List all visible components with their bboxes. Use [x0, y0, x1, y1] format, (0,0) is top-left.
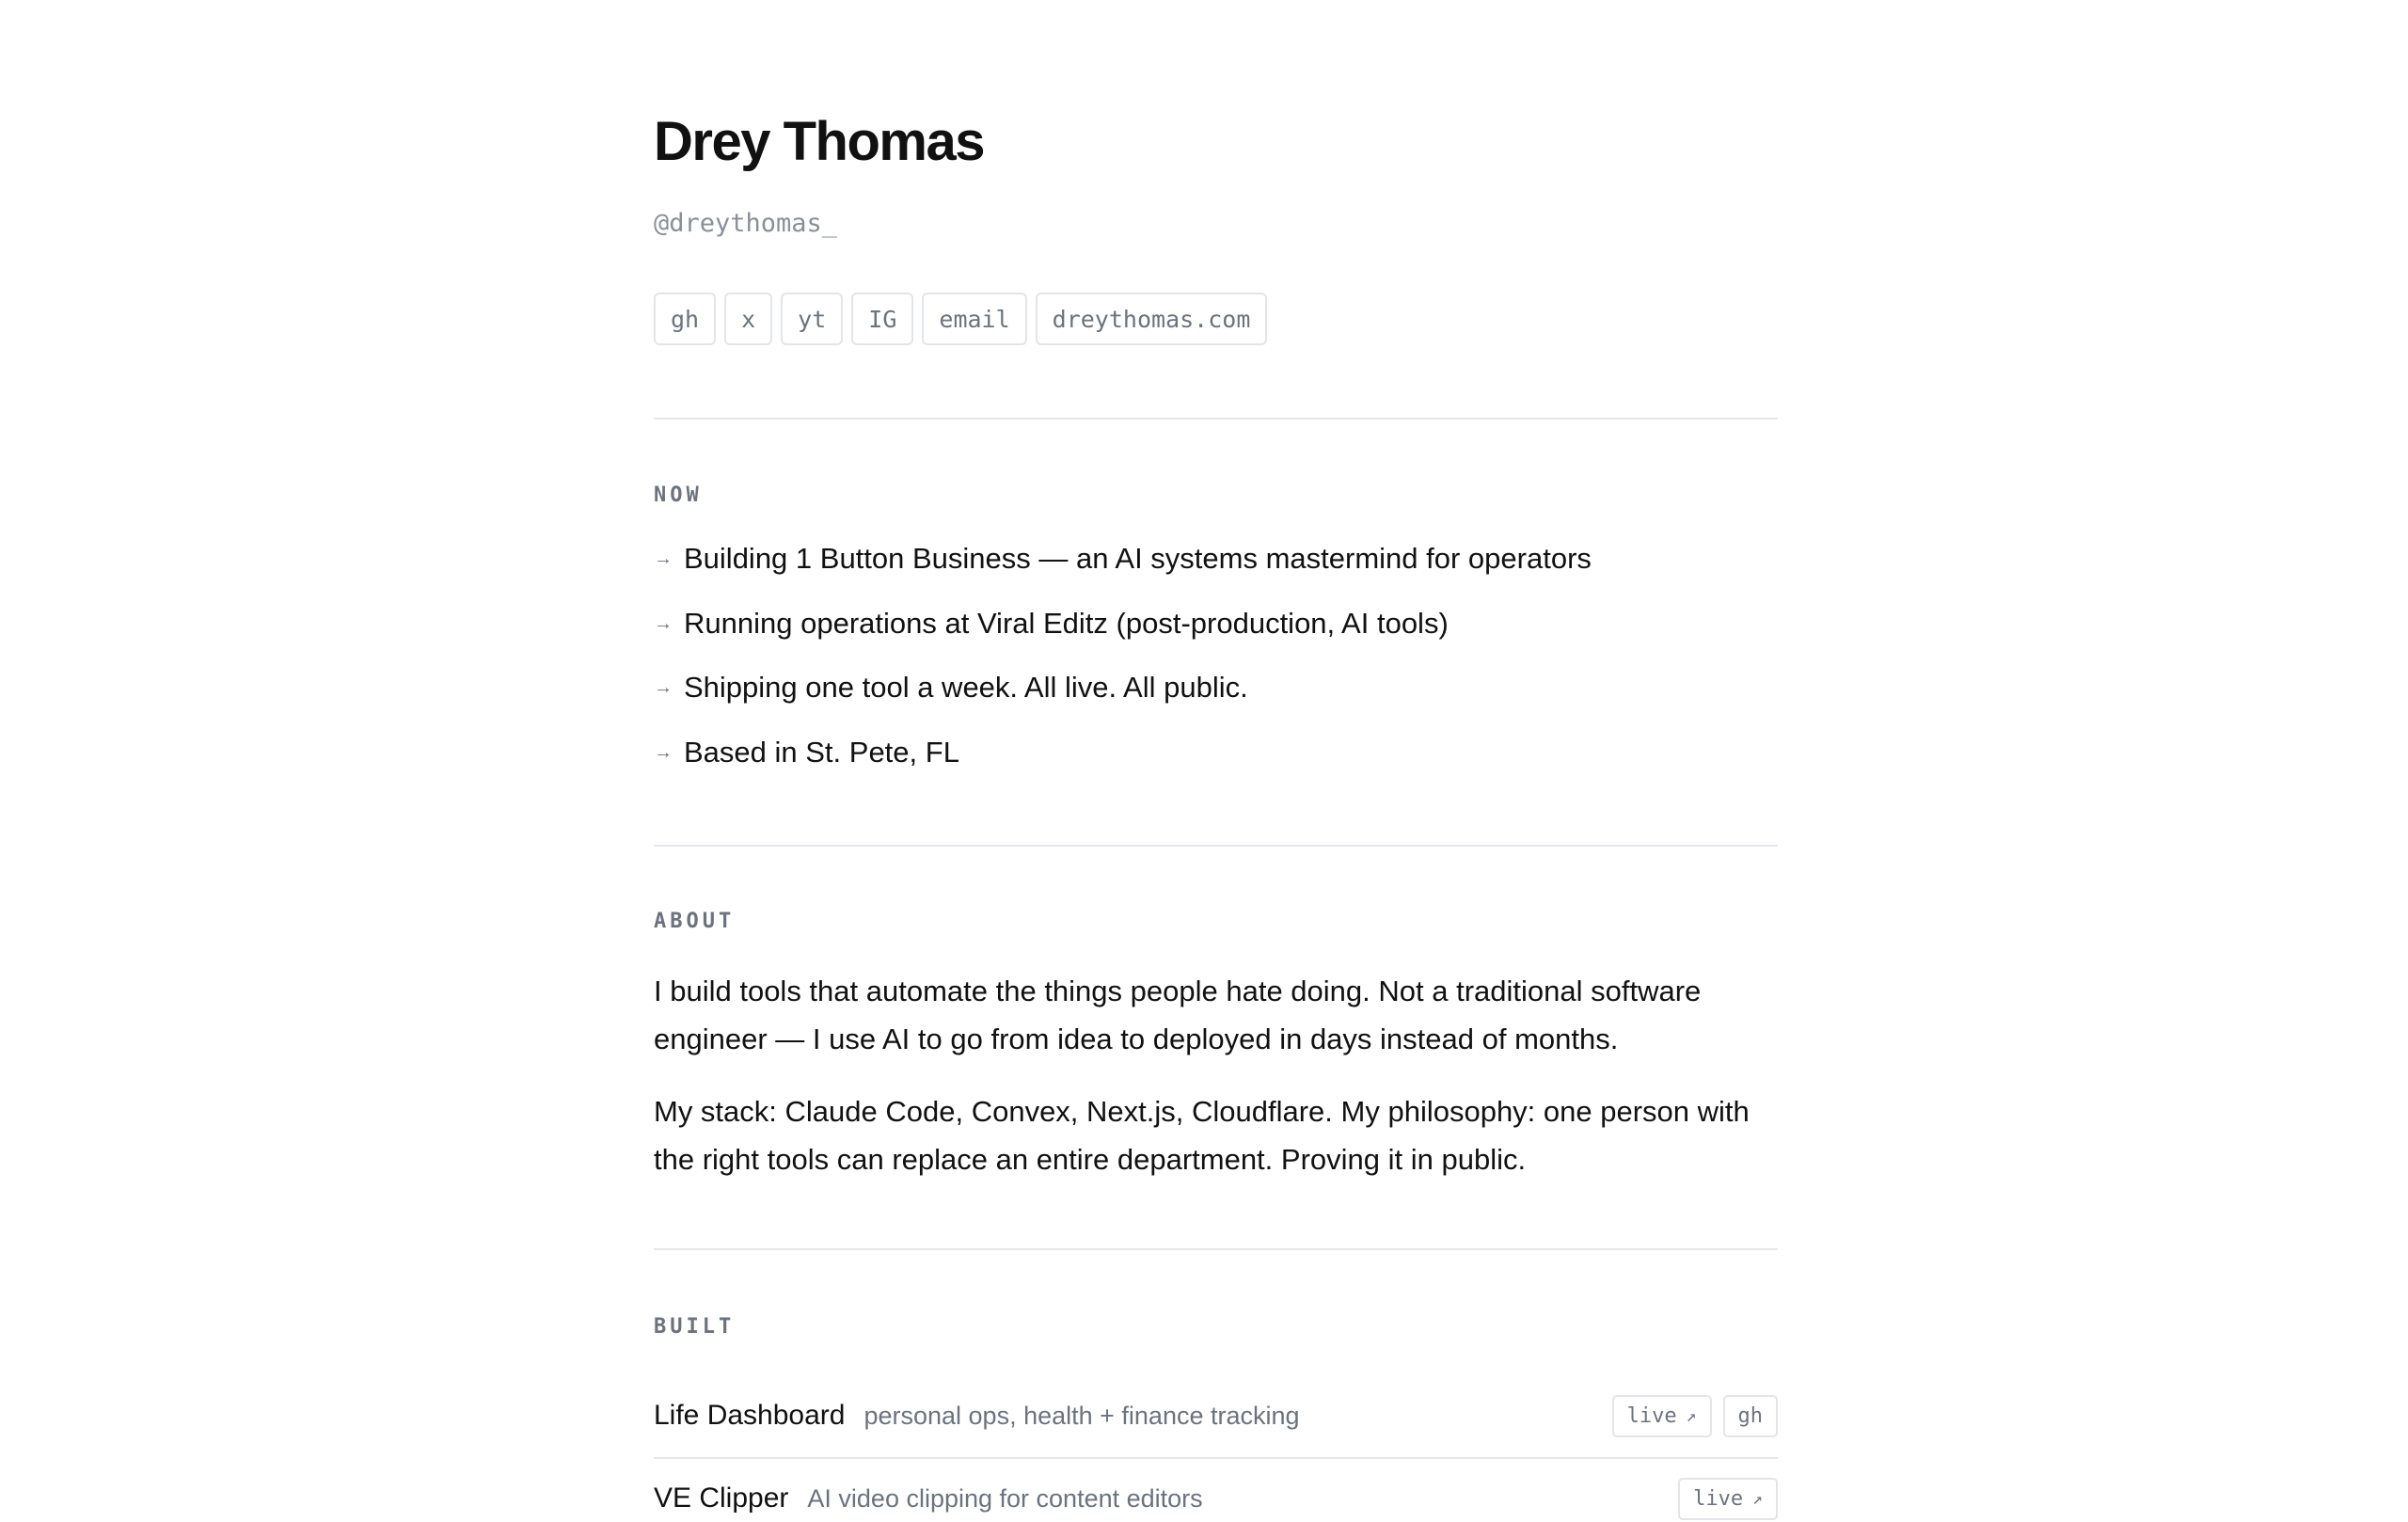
divider: [654, 845, 1778, 847]
project-name: Life Dashboard: [654, 1400, 846, 1431]
project-live-link[interactable]: [1612, 1395, 1712, 1437]
project-row: [654, 1475, 1778, 1522]
project-description: personal ops, health + finance tracking: [863, 1401, 1300, 1430]
arrow-icon: →: [654, 741, 673, 763]
project-links: [1612, 1395, 1778, 1437]
social-links: [654, 293, 1267, 345]
now-item: [654, 541, 1592, 606]
website-link[interactable]: dreythomas.com: [1036, 293, 1268, 345]
project-links: [1678, 1478, 1778, 1520]
now-item-text: Running operations at Viral Editz (post-production, AI tools): [684, 606, 1449, 640]
instagram-link[interactable]: IG: [851, 293, 913, 345]
profile-name: Drey Thomas: [654, 111, 984, 172]
email-link[interactable]: email: [922, 293, 1026, 345]
about-content: [654, 967, 1778, 1208]
now-item: [654, 606, 1592, 671]
youtube-link[interactable]: yt: [781, 293, 843, 345]
profile-handle: @dreythomas_: [654, 209, 838, 238]
arrow-icon: →: [654, 548, 673, 569]
now-list: [654, 541, 1592, 799]
external-link-icon: ↗: [1752, 1488, 1763, 1509]
about-section-label: ABOUT: [654, 910, 736, 933]
now-item-text: Based in St. Pete, FL: [684, 735, 959, 769]
project-description: AI video clipping for content editors: [807, 1483, 1203, 1513]
divider: [654, 1248, 1778, 1250]
now-item: [654, 670, 1592, 735]
about-paragraph: My stack: Claude Code, Convex, Next.js, Cloudflare. My philosophy: one person with the right tools can replace an entire department. Proving it in public.: [654, 1095, 1750, 1176]
now-item-text: Shipping one tool a week. All live. All public.: [684, 671, 1248, 704]
project-github-link[interactable]: gh: [1723, 1395, 1779, 1437]
x-link[interactable]: x: [724, 293, 772, 345]
about-paragraph: I build tools that automate the things people hate doing. Not a traditional software engineer — I use AI to go from idea to deployed in days instead of months.: [654, 975, 1702, 1055]
now-section-label: NOW: [654, 484, 703, 507]
external-link-icon: ↗: [1686, 1405, 1697, 1426]
now-item-text: Building 1 Button Business — an AI systems mastermind for operators: [684, 542, 1592, 575]
divider: [654, 418, 1778, 420]
arrow-icon: →: [654, 612, 673, 634]
project-live-link[interactable]: [1678, 1478, 1778, 1520]
project-name: VE Clipper: [654, 1482, 789, 1514]
project-row: [654, 1392, 1778, 1439]
live-label: live: [1626, 1403, 1677, 1428]
divider: [654, 1457, 1778, 1459]
live-label: live: [1693, 1486, 1744, 1511]
github-link[interactable]: gh: [654, 293, 716, 345]
built-section-label: BUILT: [654, 1315, 736, 1339]
arrow-icon: →: [654, 677, 673, 698]
now-item: [654, 735, 1592, 800]
